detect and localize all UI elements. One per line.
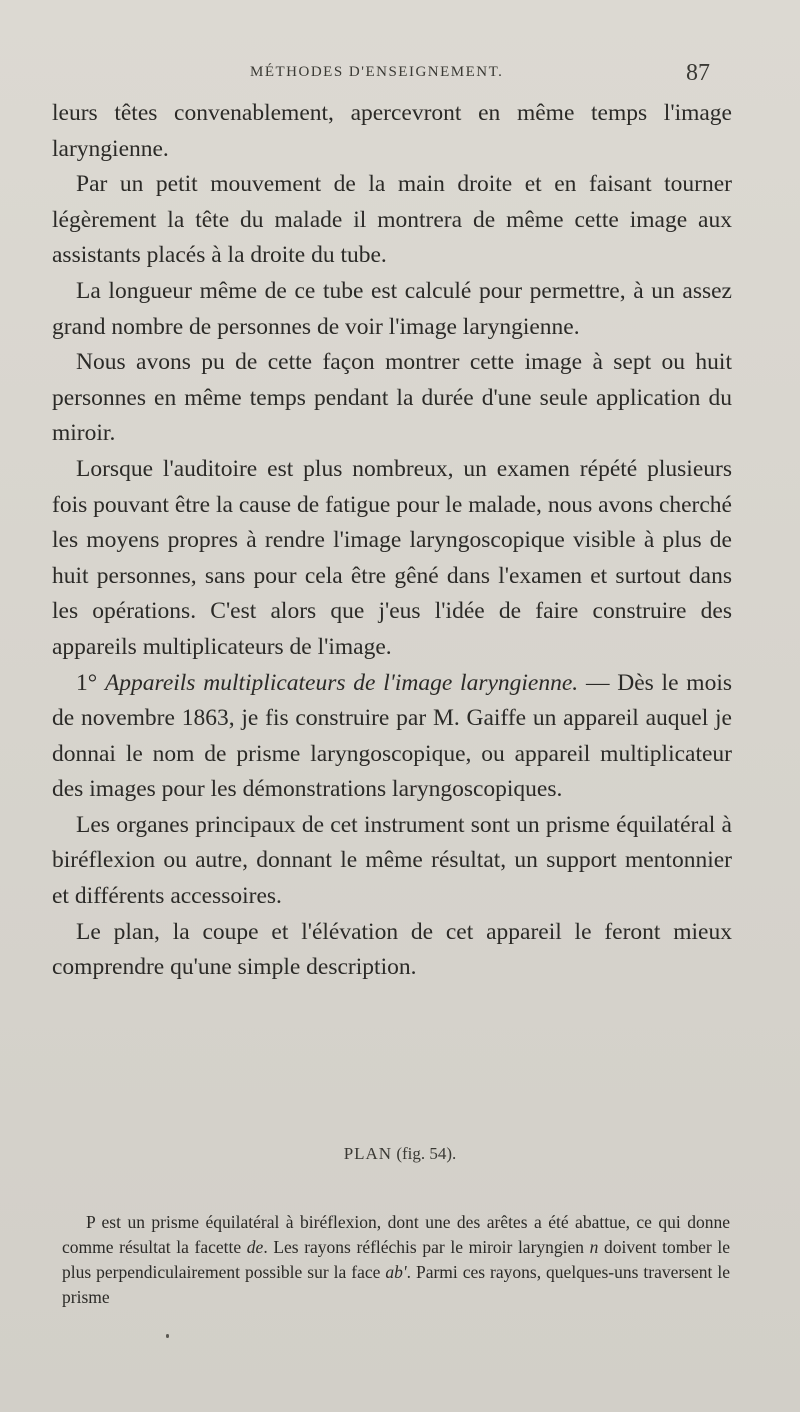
paragraph: La longueur même de ce tube est calculé pour permettre, à un assez grand nombre de personnes de voir l'image laryngienne. [52,277,732,340]
legend-italic: n [589,1237,599,1257]
figure-label: PLAN [343,1144,393,1163]
running-head [0,62,800,92]
legend-fragment: doivent tomber le plus perpendiculairement possible sur la face [62,1237,730,1282]
legend-fragment: . Parmi ces rayons, quelques-uns traversent le prisme [62,1262,730,1307]
body-text [52,96,732,986]
figure-legend [62,1210,730,1310]
paragraph: Lorsque l'auditoire est plus nombreux, un examen répété plusieurs fois pouvant être la cause de fatigue pour le malade, nous avons cherché les moyens propres à rendre l'image laryngoscopique visible à plus de huit personnes, sans pour cela être gêné dans l'examen et surtout dans les opérations. C'est alors que j'eus l'idée de faire construire des appareils multiplicateurs de l'image. [52,455,732,660]
paragraph: Nous avons pu de cette façon montrer cette image à sept ou huit personnes en même temps pendant la durée d'une seule application du miroir. [52,349,732,447]
paragraph: Par un petit mouvement de la main droite et en faisant tourner légèrement la tête du malade il montrera de même cette image aux assistants placés à la droite du tube. [52,171,732,269]
paragraph-section-heading [52,666,732,808]
section-number: 1° [76,669,105,696]
page-number: 87 [686,60,710,86]
section-text: — Dès le mois de novembre 1863, je fis construire par M. Gaiffe un appareil auquel je donnai le nom de prisme laryngoscopique, ou appareil multiplicateur des images pour les démonstrations laryngoscopiques. [52,669,732,803]
paragraph-continuation: leurs têtes convenablement, apercevront en même temps l'image laryngienne. [52,100,732,162]
print-speck [166,1334,169,1338]
legend-fragment: . Les rayons réfléchis par le miroir laryngien [263,1237,590,1257]
section-title: Appareils multiplicateurs de l'image laryngienne. [104,669,579,696]
legend-text [62,1210,730,1310]
paragraph: Les organes principaux de cet instrument sont un prisme équilatéral à biréflexion ou autre, donnant le même résultat, un support mentonnier et différents accessoires. [52,811,732,910]
legend-italic: ab' [385,1262,407,1282]
legend-fragment: P est un prisme équilatéral à biréflexion, dont une des arêtes a été abattue, ce qui donne comme résultat la facette [62,1212,730,1257]
figure-caption [0,1144,800,1164]
figure-ref: (fig. 54). [396,1144,457,1163]
legend-italic: de [246,1237,264,1257]
running-title: MÉTHODES D'ENSEIGNEMENT. [250,64,504,80]
paragraph: Le plan, la coupe et l'élévation de cet appareil le feront mieux comprendre qu'une simple description. [52,918,732,981]
